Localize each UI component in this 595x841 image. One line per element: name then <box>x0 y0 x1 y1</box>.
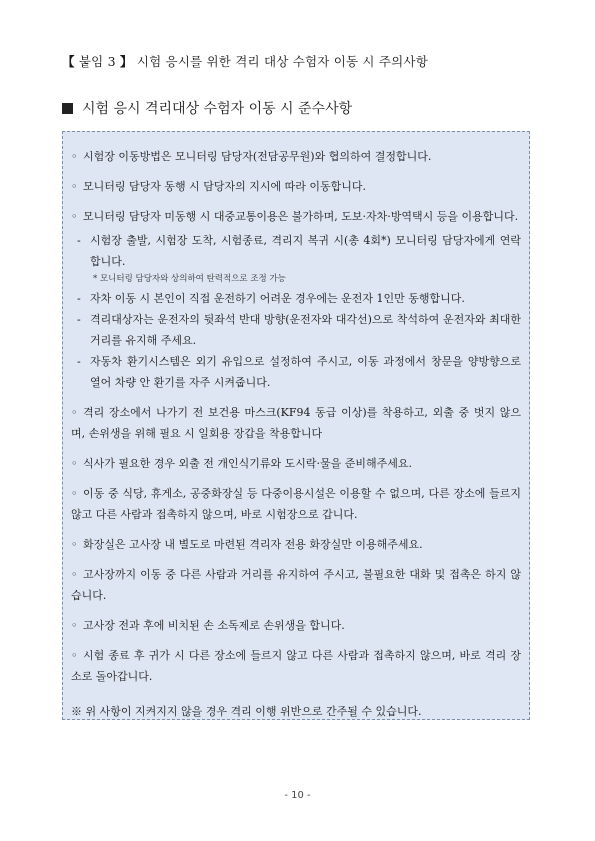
sub-guideline-item <box>77 309 521 351</box>
guideline-text: 화장실은 고사장 내 별도로 마련된 격리자 전용 화장실만 이용해주세요. <box>83 538 423 551</box>
guideline-item <box>71 534 521 555</box>
guideline-text: 시험장 이동방법은 모니터링 담당자(전담공무원)와 협의하여 결정합니다. <box>83 150 432 163</box>
bullet-mark: ◦ <box>71 210 78 223</box>
section-title-text: 시험 응시 격리대상 수험자 이동 시 준수사항 <box>82 101 353 117</box>
guideline-item <box>71 615 521 636</box>
guideline-text: 고사장 전과 후에 비치된 손 소독제로 손위생을 합니다. <box>83 619 345 632</box>
guideline-item <box>71 453 521 474</box>
attachment-header <box>62 52 428 70</box>
dash-mark: - <box>77 234 81 247</box>
bullet-mark: ◦ <box>71 180 78 193</box>
guideline-item <box>71 146 521 167</box>
black-square-icon <box>62 103 73 114</box>
guideline-item <box>71 176 521 197</box>
bullet-mark: ◦ <box>71 150 78 163</box>
sub-guideline-item <box>77 288 521 309</box>
attachment-title: 시험 응시를 위한 격리 대상 수험자 이동 시 주의사항 <box>132 54 428 69</box>
bullet-mark: ◦ <box>71 487 78 500</box>
attachment-label: 붙임 3 <box>74 54 120 69</box>
sub-guideline-text: 자동차 환기시스템은 외기 유입으로 설정하여 주시고, 이동 과정에서 창문을 양방향으로 열어 차량 안 환기를 자주 시켜줍니다. <box>90 355 521 389</box>
bullet-mark: ◦ <box>71 457 78 470</box>
bullet-mark: ◦ <box>71 649 78 662</box>
section-title <box>62 98 352 118</box>
dash-mark: - <box>77 313 81 326</box>
sub-guideline-item <box>77 230 521 272</box>
guideline-text: 모니터링 담당자 미동행 시 대중교통이용은 불가하며, 도보·자차·방역택시 등을 이용합니다. <box>83 210 519 223</box>
sub-guideline-text: 자차 이동 시 본인이 직접 운전하기 어려운 경우에는 운전자 1인만 동행합니다. <box>90 292 465 305</box>
sub-guideline-item <box>77 351 521 393</box>
sub-note: * 모니터링 담당자와 상의하여 탄력적으로 조정 가능 <box>93 274 286 284</box>
page-number: - 10 - <box>284 790 311 801</box>
guideline-item <box>71 402 521 444</box>
bracket-close: 】 <box>119 54 133 69</box>
bracket-open: 【 <box>62 54 75 69</box>
guideline-text: 격리 장소에서 나가기 전 보건용 마스크(KF94 동급 이상)를 착용하고, 외출 중 벗지 않으며, 손위생을 위해 필요 시 일회용 장갑을 착용합니다 <box>71 406 521 440</box>
guidelines-box <box>62 131 530 720</box>
dash-mark: - <box>77 355 81 368</box>
guideline-text: 모니터링 담당자 동행 시 담당자의 지시에 따라 이동합니다. <box>83 180 366 193</box>
guideline-item <box>71 645 521 687</box>
bullet-mark: ◦ <box>71 538 78 551</box>
sub-guideline-text: 격리대상자는 운전자의 뒷좌석 반대 방향(운전자와 대각선)으로 착석하여 운전자와 최대한 거리를 유지해 주세요. <box>90 313 521 347</box>
guideline-text: 고사장까지 이동 중 다른 사람과 거리를 유지하여 주시고, 불필요한 대화 및 접촉은 하지 않습니다. <box>71 568 521 602</box>
guideline-text: 식사가 필요한 경우 외출 전 개인식기류와 도시락·물을 준비해주세요. <box>83 457 412 470</box>
guideline-item <box>71 206 521 227</box>
guideline-text: 시험 종료 후 귀가 시 다른 장소에 들르지 않고 다른 사람과 접촉하지 않으며, 바로 격리 장소로 돌아갑니다. <box>71 649 521 683</box>
bullet-mark: ◦ <box>71 406 78 419</box>
guideline-item <box>71 483 521 525</box>
guideline-item <box>71 564 521 606</box>
dash-mark: - <box>77 292 81 305</box>
bullet-mark: ◦ <box>71 619 78 632</box>
footnote: ※ 위 사항이 지켜지지 않을 경우 격리 이행 위반으로 간주될 수 있습니다. <box>71 705 422 718</box>
bullet-mark: ◦ <box>71 568 78 581</box>
guideline-text: 이동 중 식당, 휴게소, 공중화장실 등 다중이용시설은 이용할 수 없으며, 다른 장소에 들르지 않고 다른 사람과 접촉하지 않으며, 바로 시험장으로 갑니다. <box>71 487 521 521</box>
sub-guideline-text: 시험장 출발, 시험장 도착, 시험종료, 격리지 복귀 시(총 4회*) 모니터링 담당자에게 연락합니다. <box>90 234 521 268</box>
